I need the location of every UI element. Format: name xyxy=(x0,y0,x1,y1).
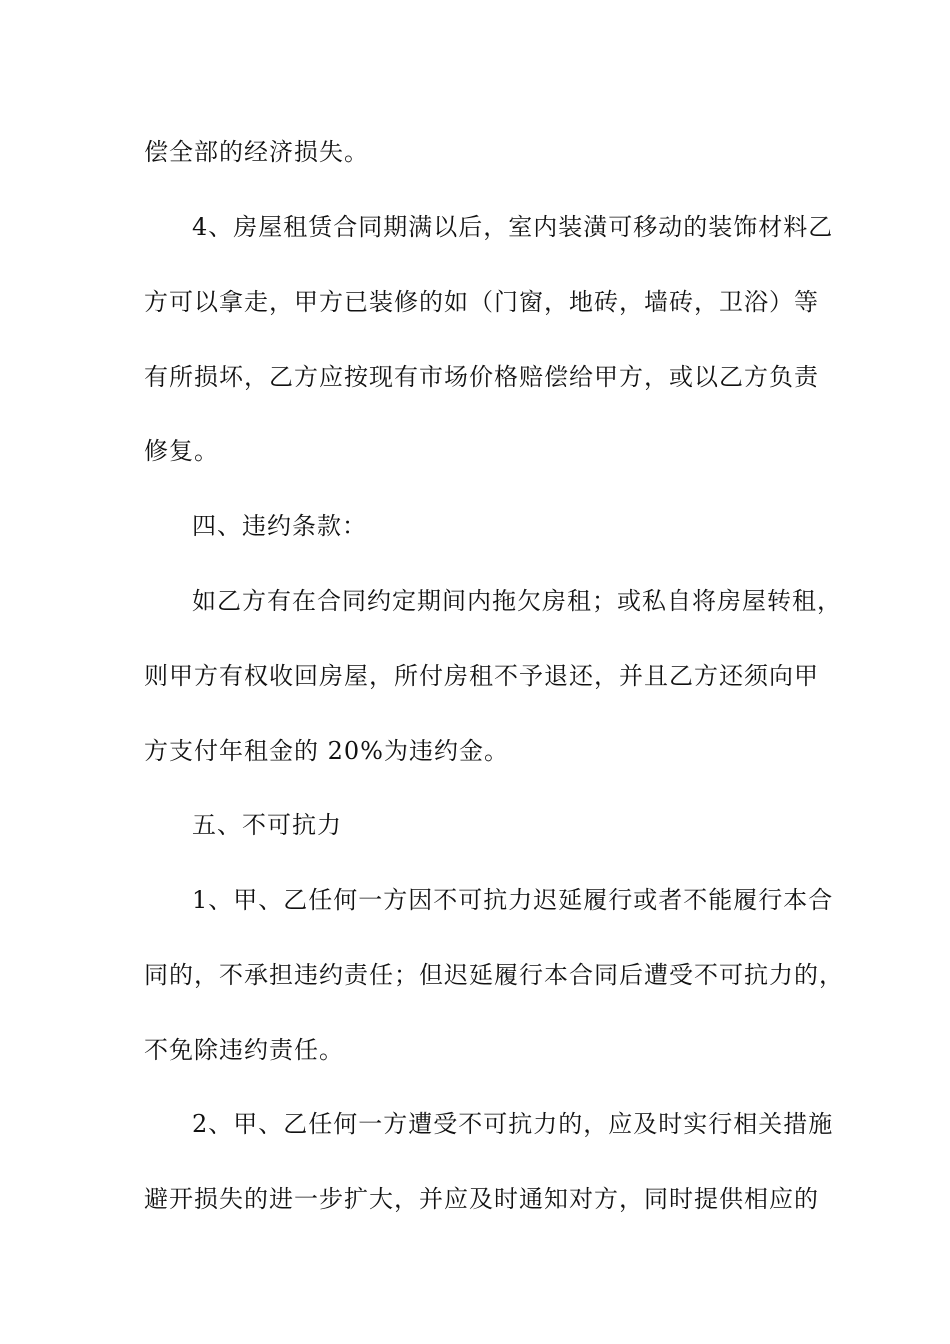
text-line: 有所损坏，乙方应按现有市场价格赔偿给甲方，或以乙方负责 xyxy=(144,363,819,391)
text-line: 同的，不承担违约责任；但迟延履行本合同后遭受不可抗力的， xyxy=(144,961,844,989)
breach-paragraph-start: 如乙方有在合同约定期间内拖欠房租；或私自将房屋转租， xyxy=(192,587,842,615)
clause-4-start: 4、房屋租赁合同期满以后，室内装潢可移动的装饰材料乙 xyxy=(192,213,834,241)
text-line: 方支付年租金的 20%为违约金。 xyxy=(144,737,509,765)
force-majeure-clause-1-start: 1、甲、乙任何一方因不可抗力迟延履行或者不能履行本合 xyxy=(192,886,834,914)
force-majeure-clause-2-start: 2、甲、乙任何一方遭受不可抗力的，应及时实行相关措施 xyxy=(192,1110,834,1138)
text-line: 不免除违约责任。 xyxy=(144,1036,344,1064)
section-heading-breach: 四、违约条款： xyxy=(192,512,367,540)
section-heading-force-majeure: 五、不可抗力 xyxy=(192,811,342,839)
text-line: 偿全部的经济损失。 xyxy=(144,138,369,166)
text-line: 修复。 xyxy=(144,437,219,465)
text-line: 则甲方有权收回房屋，所付房租不予退还，并且乙方还须向甲 xyxy=(144,662,819,690)
text-line: 避开损失的进一步扩大，并应及时通知对方，同时提供相应的 xyxy=(144,1185,819,1213)
text-line: 方可以拿走，甲方已装修的如（门窗，地砖，墙砖，卫浴）等 xyxy=(144,288,819,316)
